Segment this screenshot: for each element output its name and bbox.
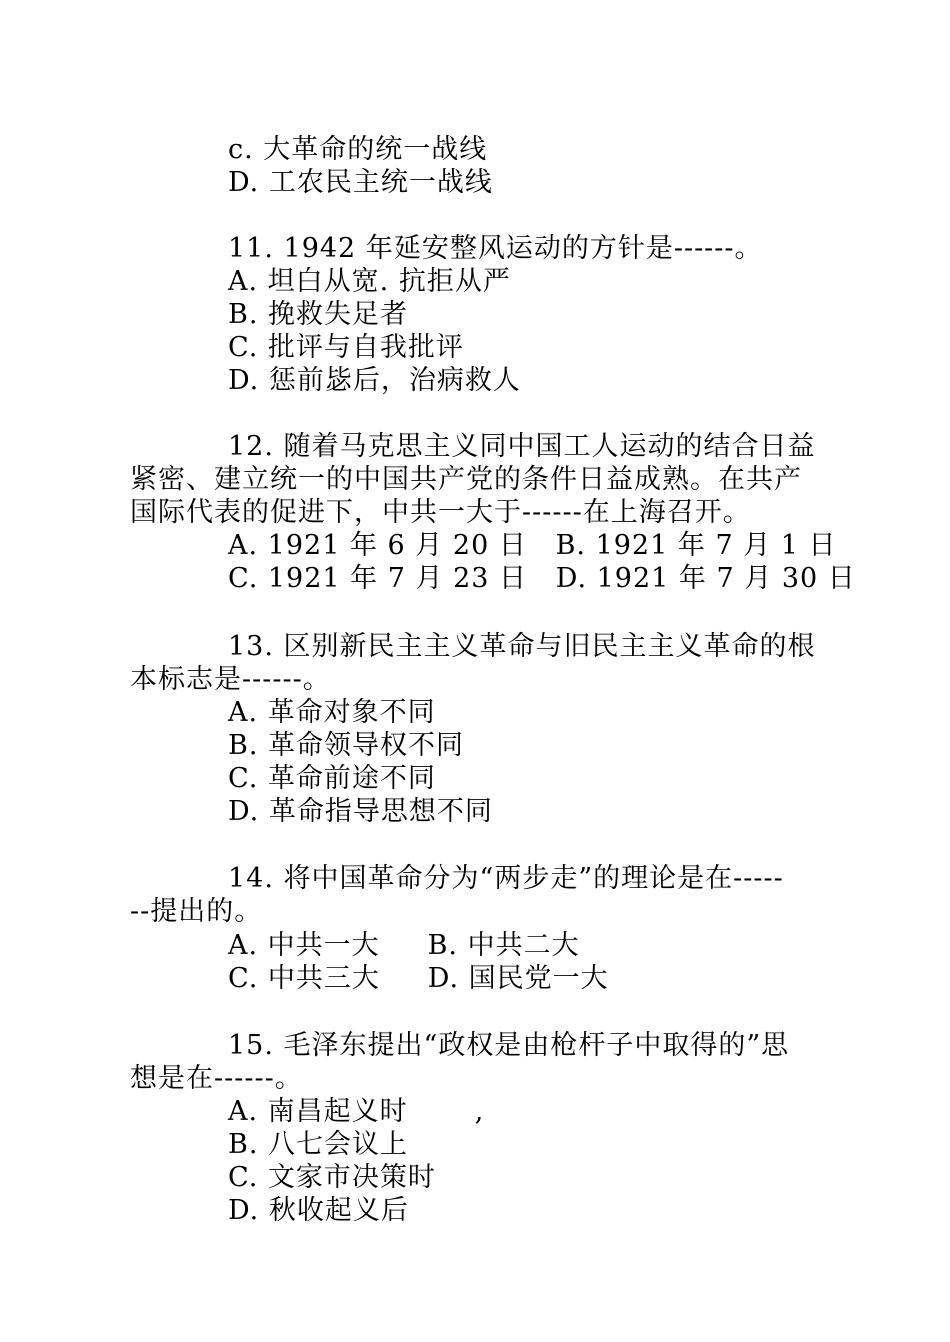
question-12-options-cd: C. 1921 年 7 月 23 日 D. 1921 年 7 月 30 日	[228, 563, 856, 594]
question-13-option-d: D. 革命指导思想不同	[228, 796, 493, 827]
question-12-text-line-3: 国际代表的促进下，中共一大于------在上海召开。	[130, 497, 751, 528]
question-15-text-line-2: 想是在------。	[130, 1063, 303, 1094]
question-11-option-c: C. 批评与自我批评	[228, 332, 464, 363]
question-11-option-b: B. 挽救失足者	[228, 299, 409, 330]
question-15-option-a: A. 南昌起义时 ,	[228, 1096, 485, 1127]
question-15-text-line-1: 15. 毛泽东提出“政权是由枪杆子中取得的”思	[228, 1030, 790, 1061]
question-15-option-b: B. 八七会议上	[228, 1129, 409, 1160]
question-13-option-c: C. 革命前途不同	[228, 763, 436, 794]
question-15-option-d: D. 秋收起义后	[228, 1195, 409, 1226]
question-11-option-a: A. 坦白从宽. 抗拒从严	[228, 266, 511, 297]
question-12-text-line-1: 12. 随着马克思主义同中国工人运动的结合日益	[228, 431, 816, 462]
question-15-option-c: C. 文家市决策时	[228, 1162, 436, 1193]
question-14-options-ab: A. 中共一大 B. 中共二大	[228, 930, 580, 961]
question-12-text-line-2: 紧密、建立统一的中国共产党的条件日益成熟。在共产	[130, 464, 802, 495]
question-13-option-b: B. 革命领导权不同	[228, 730, 465, 761]
question-13-text-line-1: 13. 区别新民主主义革命与旧民主主义革命的根	[228, 631, 816, 662]
option-c: c. 大革命的统一战线	[228, 134, 488, 165]
question-14-text-line-2: --提出的。	[130, 896, 263, 927]
question-12-options-ab: A. 1921 年 6 月 20 日 B. 1921 年 7 月 1 日	[228, 530, 837, 561]
question-14-text-line-1: 14. 将中国革命分为“两步走”的理论是在-----	[228, 863, 784, 894]
question-11-text: 11. 1942 年延安整风运动的方针是------。	[228, 233, 763, 264]
option-d: D. 工农民主统一战线	[228, 167, 493, 198]
question-14-options-cd: C. 中共三大 D. 国民党一大	[228, 963, 609, 994]
question-11-option-d: D. 惩前毖后，治病救人	[228, 365, 521, 396]
question-13-option-a: A. 革命对象不同	[228, 697, 436, 728]
question-13-text-line-2: 本标志是------。	[130, 664, 331, 695]
